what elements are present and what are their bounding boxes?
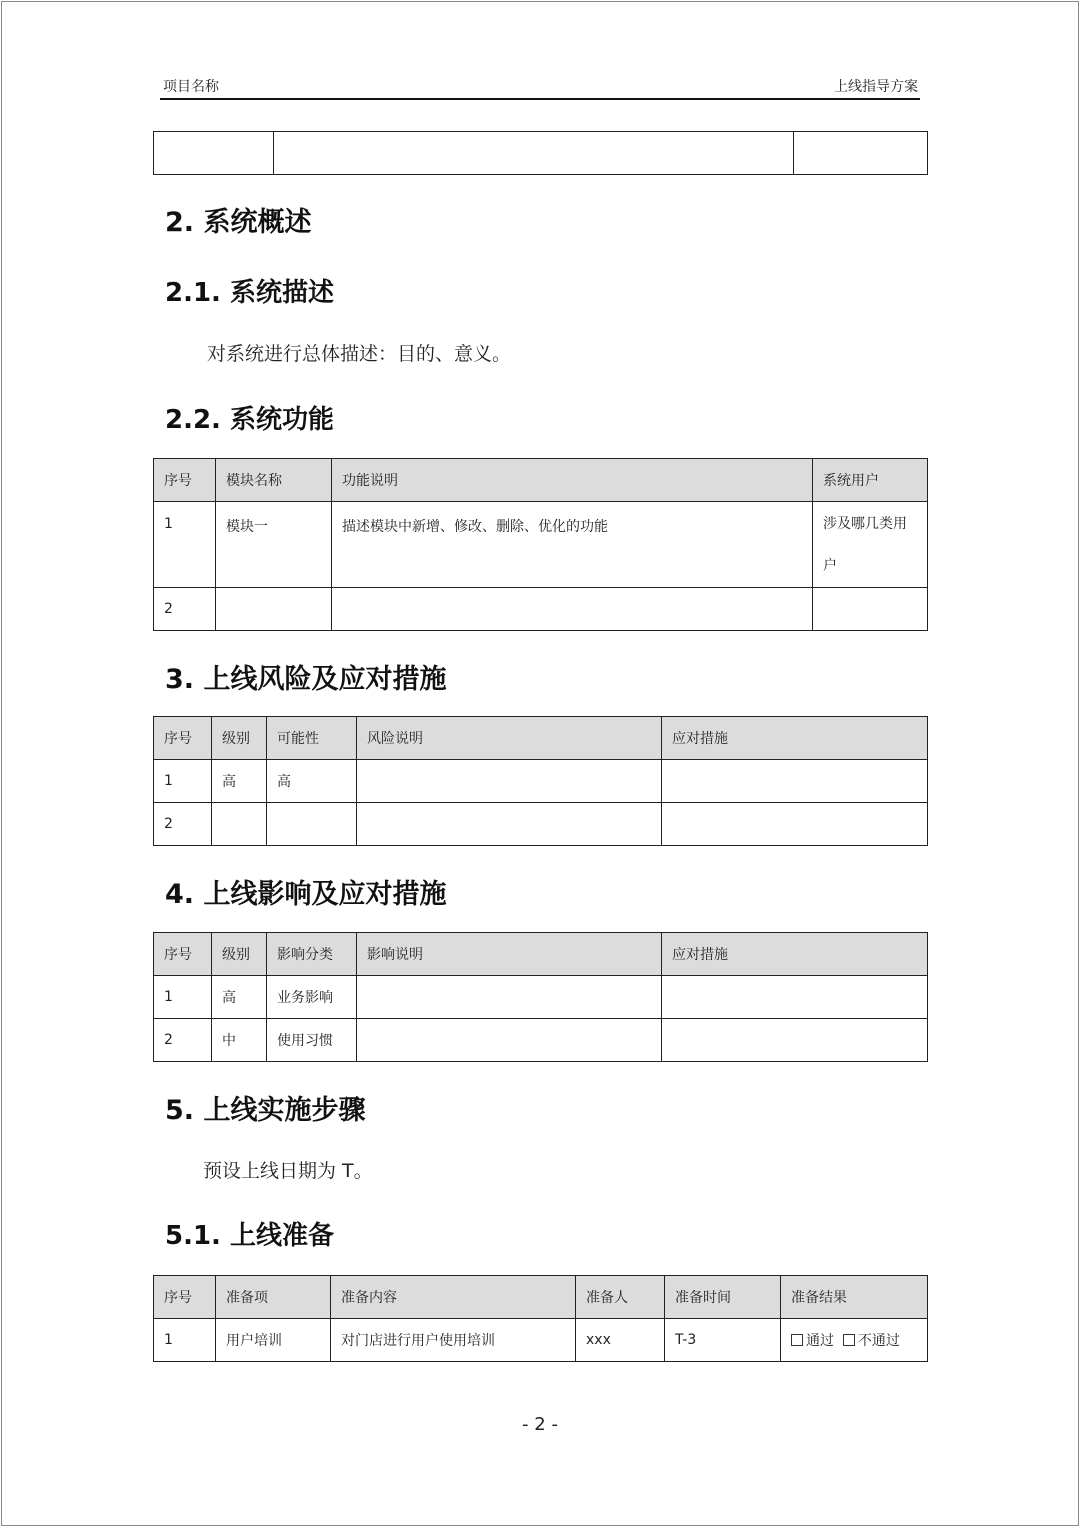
col-header: 准备人 [576,1276,665,1319]
table-cell: 1 [154,1319,216,1362]
fail-checkbox[interactable] [843,1333,900,1349]
checkbox-icon [791,1334,803,1346]
section-2-1-text: 对系统进行总体描述：目的、意义。 [207,343,512,365]
header-project-name: 项目名称 [163,79,219,95]
pass-checkbox[interactable] [791,1333,834,1349]
table-cell [357,1019,662,1062]
section-2-2-heading: 2.2. 系统功能 [165,405,334,435]
table-cell: 2 [154,1019,212,1062]
col-header: 模块名称 [216,459,332,502]
result-cell [781,1319,928,1362]
table-cell [662,976,928,1019]
section-4-heading: 4. 上线影响及应对措施 [165,879,447,910]
table-cell: 中 [212,1019,267,1062]
table-cell: 1 [154,502,216,588]
page-number: - 2 - [522,1414,558,1435]
col-header: 可能性 [267,717,357,760]
header-doc-title: 上线指导方案 [834,79,918,95]
table-header-row [154,933,928,976]
table-header-row [154,717,928,760]
table-row [154,588,928,631]
section-2-heading: 2. 系统概述 [165,207,312,238]
col-header: 级别 [212,717,267,760]
table-row [154,976,928,1019]
table-cell: xxx [576,1319,665,1362]
col-header: 序号 [154,717,212,760]
section-3-heading: 3. 上线风险及应对措施 [165,664,447,695]
table-row [154,760,928,803]
col-header: 风险说明 [357,717,662,760]
col-header: 准备项 [216,1276,331,1319]
header-divider [160,98,920,100]
table-cell [357,976,662,1019]
table-header-row [154,459,928,502]
table-cell [662,803,928,846]
table-cell [212,803,267,846]
col-header: 影响说明 [357,933,662,976]
pass-label: 通过 [806,1333,834,1349]
col-header: 序号 [154,1276,216,1319]
table-cell: 1 [154,976,212,1019]
table-cell: 对门店进行用户使用培训 [331,1319,576,1362]
col-header: 影响分类 [267,933,357,976]
table-cell: T-3 [665,1319,781,1362]
table-cell [357,803,662,846]
col-header: 准备结果 [781,1276,928,1319]
table-cell [332,588,813,631]
risk-table [153,716,928,846]
table-row [154,502,928,588]
table-row [154,803,928,846]
table-cell [662,760,928,803]
table-cell: 高 [212,760,267,803]
table-cell [267,803,357,846]
table-cell [357,760,662,803]
col-header: 序号 [154,933,212,976]
col-header: 功能说明 [332,459,813,502]
table-row [154,132,928,175]
prep-table [153,1275,928,1362]
table-row [154,1019,928,1062]
checkbox-icon [843,1334,855,1346]
section-5-text: 预设上线日期为 T。 [203,1160,373,1182]
table-cell: 1 [154,760,212,803]
table-cell: 涉及哪几类用户 [813,502,928,588]
table-cell: 用户培训 [216,1319,331,1362]
section-5-1-heading: 5.1. 上线准备 [165,1221,334,1251]
table-header-row [154,1276,928,1319]
functions-table [153,458,928,631]
table-cell: 高 [267,760,357,803]
fail-label: 不通过 [857,1333,900,1349]
col-header: 准备时间 [665,1276,781,1319]
table-cell: 2 [154,588,216,631]
table-cell: 高 [212,976,267,1019]
section-5-heading: 5. 上线实施步骤 [165,1095,366,1126]
table-cell: 使用习惯 [267,1019,357,1062]
col-header: 应对措施 [662,717,928,760]
table-cell: 模块一 [216,502,332,588]
col-header: 应对措施 [662,933,928,976]
table-cell: 业务影响 [267,976,357,1019]
table-cell [662,1019,928,1062]
table-cell [813,588,928,631]
col-header: 系统用户 [813,459,928,502]
col-header: 级别 [212,933,267,976]
impact-table [153,932,928,1062]
section-2-1-heading: 2.1. 系统描述 [165,278,334,308]
table-cell: 2 [154,803,212,846]
col-header: 序号 [154,459,216,502]
table-row [154,1319,928,1362]
previous-table-fragment [153,131,928,175]
table-cell: 描述模块中新增、修改、删除、优化的功能 [332,502,813,588]
table-cell [216,588,332,631]
col-header: 准备内容 [331,1276,576,1319]
